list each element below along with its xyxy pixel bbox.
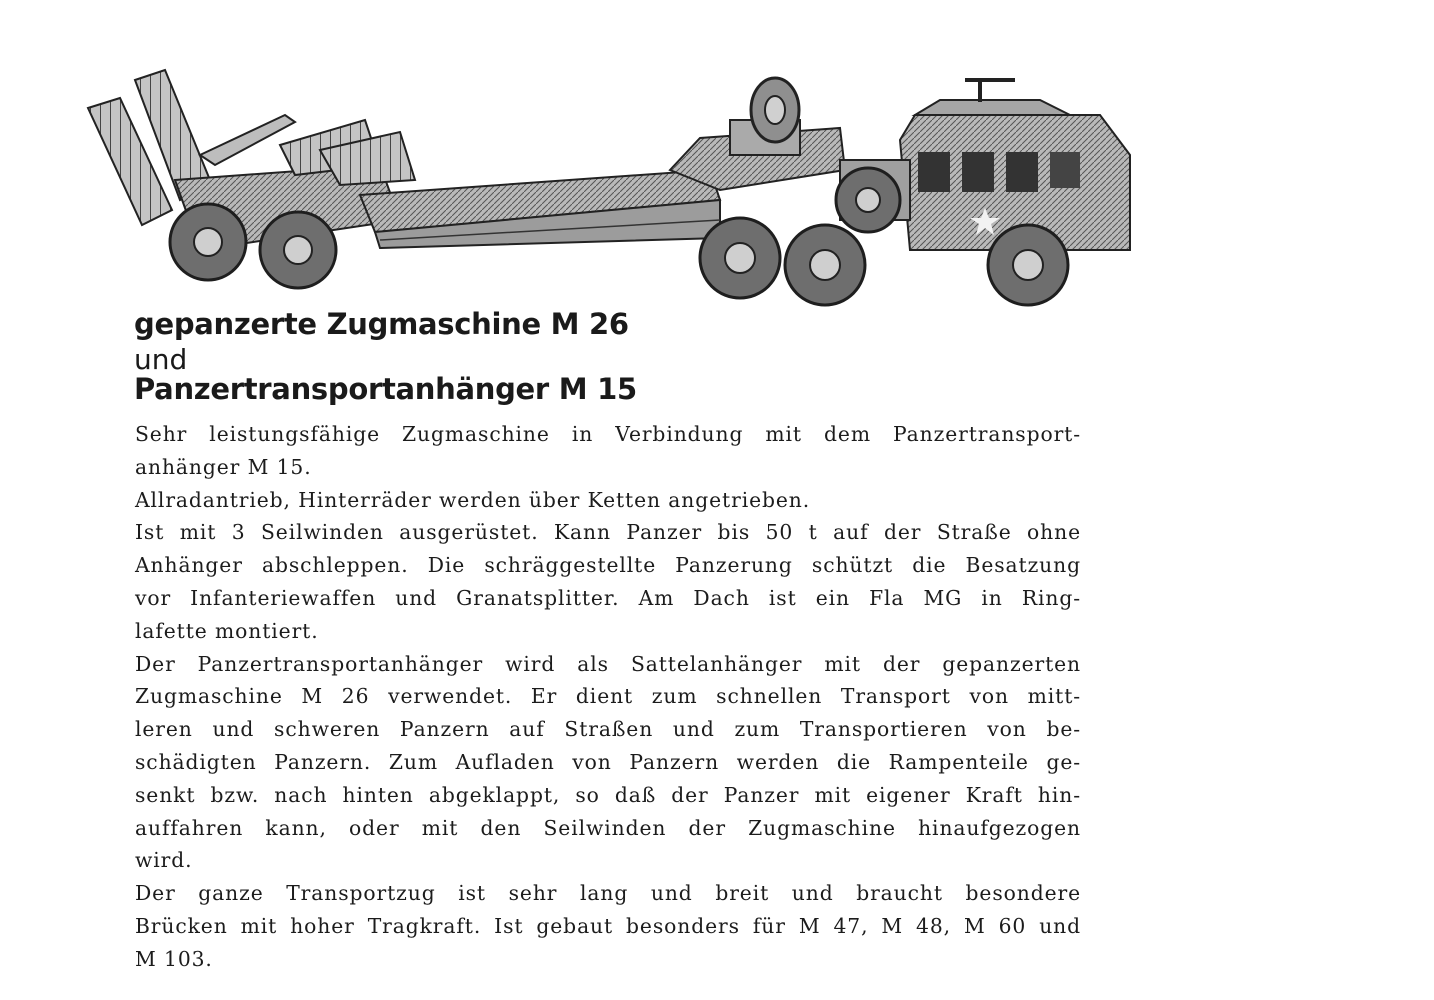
heading-line-3: Panzertransportanhänger M 15 — [134, 372, 637, 406]
trailer-deck — [360, 170, 720, 248]
body-line: M 103. — [135, 946, 213, 971]
body-line: Zugmaschine M 26 verwendet. Er dient zum schnellen Transport von mitt- — [135, 684, 1081, 709]
body-line: wird. — [135, 848, 193, 873]
body-line: leren und schweren Panzern auf Straßen und zum Transportieren von be- — [135, 717, 1081, 742]
heading-line-2: und — [134, 343, 188, 376]
body-line: schädigten Panzern. Zum Aufladen von Panzern werden die Rampenteile ge- — [135, 749, 1081, 774]
body-line: Sehr leistungsfähige Zugmaschine in Verbindung mit dem Panzertransport- — [135, 422, 1081, 446]
tank-transporter-illustration — [80, 60, 1150, 310]
body-line: auffahren kann, oder mit den Seilwinden der Zugmaschine hinaufgezogen — [135, 815, 1081, 840]
body-line: lafette montiert. — [135, 618, 319, 643]
body-text — [135, 418, 1081, 976]
body-line: senkt bzw. nach hinten abgeklappt, so daß der Panzer mit eigener Kraft hin- — [135, 782, 1081, 807]
body-line: Der ganze Transportzug ist sehr lang und breit und braucht besondere — [135, 881, 1081, 906]
body-line: Anhänger abschleppen. Die schräggestellte Panzerung schützt die Besatzung — [135, 553, 1081, 578]
body-line: anhänger M 15. — [135, 454, 312, 479]
body-line: Der Panzertransportanhänger wird als Sattelanhänger mit der gepanzerten — [135, 651, 1081, 676]
body-line: vor Infanteriewaffen und Granatsplitter. Am Dach ist ein Fla MG in Ring- — [135, 585, 1081, 610]
spare-wheel — [751, 78, 799, 142]
body-line: Ist mit 3 Seilwinden ausgerüstet. Kann Panzer bis 50 t auf der Straße ohne — [135, 520, 1081, 545]
body-line: Allradantrieb, Hinterräder werden über Ketten angetrieben. — [135, 487, 811, 512]
body-line: Brücken mit hoher Tragkraft. Ist gebaut besonders für M 47, M 48, M 60 und — [135, 913, 1081, 938]
heading-line-1: gepanzerte Zugmaschine M 26 — [134, 307, 629, 341]
